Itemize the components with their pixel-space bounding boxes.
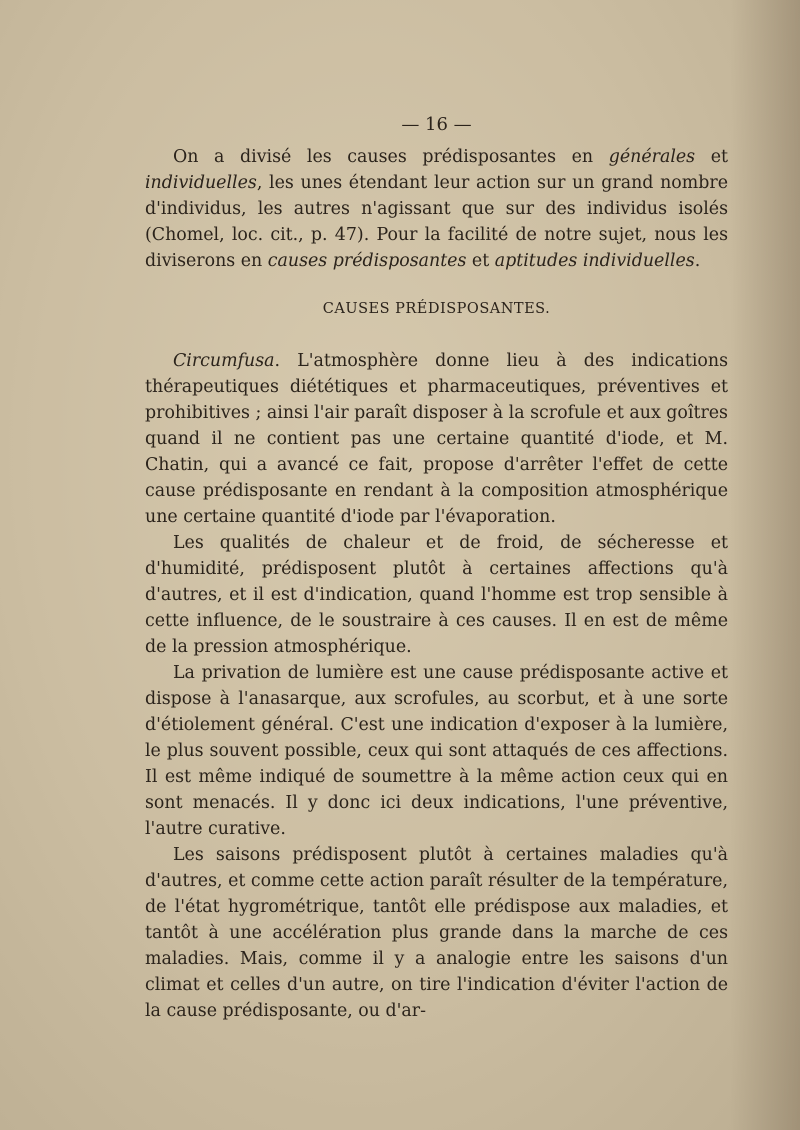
- paragraph-chaleur: Les qualités de chaleur et de froid, de sécheresse et d'humidité, prédisposent plutôt à certaines affections qu'à d'autres, et il est d'indication, quand l'homme est trop sensible à cette influence, de le soustraire à ces causes. Il en est de même de la pression atmosphérique.: [145, 533, 728, 657]
- italic-term: aptitudes individuelles: [494, 251, 695, 271]
- page-text: [145, 112, 728, 1024]
- italic-term: Circumfusa: [173, 351, 275, 371]
- text-run: On a divisé les causes prédisposantes en: [173, 147, 609, 167]
- text-run: et: [695, 147, 728, 167]
- paragraph-circumfusa: [145, 348, 728, 530]
- text-run: .: [694, 251, 701, 271]
- italic-term: générales: [608, 147, 696, 167]
- page-number: — 16 —: [401, 114, 472, 135]
- section-heading: CAUSES PRÉDISPOSANTES.: [322, 301, 551, 317]
- italic-term: individuelles: [145, 173, 257, 193]
- paragraph-saisons: Les saisons prédisposent plutôt à certaines maladies qu'à d'autres, et comme cette action paraît résulter de la température, de l'état hygrométrique, tantôt elle prédispose aux maladies, et tantôt à une accélération plus grande dans la marche de ces maladies. Mais, comme il y a analogie entre les saisons d'un climat et celles d'un autre, on tire l'indication d'éviter l'action de la cause prédisposante, ou d'ar-: [145, 845, 728, 1021]
- text-run: et: [466, 251, 495, 271]
- text-run: , les unes étendant leur action sur un grand nombre d'individus, les autres n'agissant que sur des individus isolés (Chomel, loc. cit., p. 47). Pour la facilité de notre sujet, nous les diviserons en: [145, 173, 728, 271]
- paragraph-intro: [145, 144, 728, 274]
- text-run: . L'atmosphère donne lieu à des indications thérapeutiques diététiques et pharmaceutiques, préventives et prohibitives ; ainsi l'air paraît disposer à la scrofule et aux goîtres quand il ne contient pas une certaine quantité d'iode, et M. Chatin, qui a avancé ce fait, propose d'arrêter l'effet de cette cause prédisposante en rendant à la composition atmosphérique une certaine quantité d'iode par l'évaporation.: [145, 351, 728, 527]
- paragraph-lumiere: La privation de lumière est une cause prédisposante active et dispose à l'anasarque, aux scrofules, au scorbut, et à une sorte d'étiolement général. C'est une indication d'exposer à la lumière, le plus souvent possible, ceux qui sont attaqués de ces affections. Il est même indiqué de soumettre à la même action ceux qui en sont menacés. Il y donc ici deux indications, l'une préventive, l'autre curative.: [145, 663, 728, 839]
- italic-term: causes prédisposantes: [267, 251, 467, 271]
